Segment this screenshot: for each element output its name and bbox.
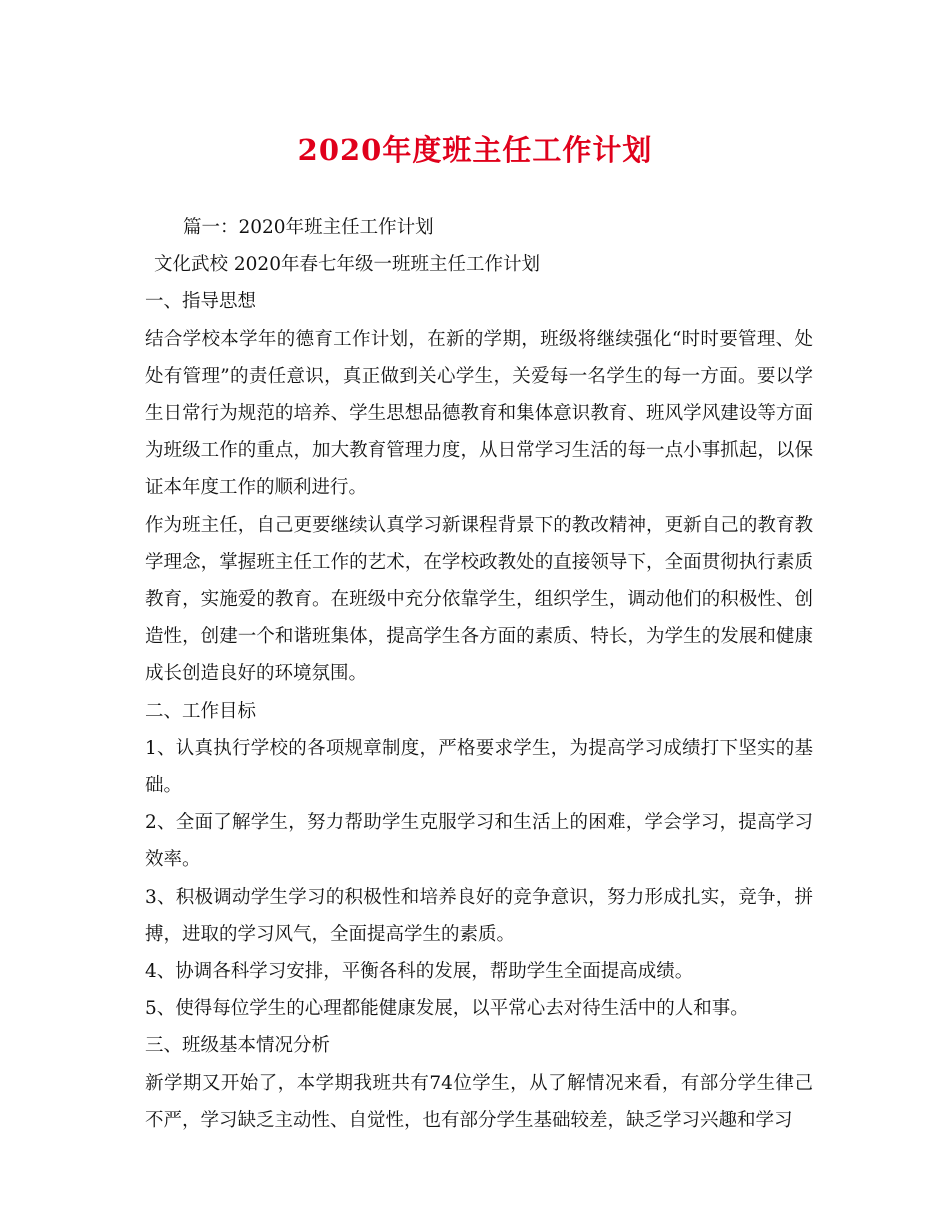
paragraph-body: 作为班主任，自己更要继续认真学习新课程背景下的教改精神，更新自己的教育教学理念，掌握班主任工作的艺术，在学校政教处的直接领导下，全面贯彻执行素质教育，实施爱的教育。在班级中充分依靠学生，组织学生，调动他们的积极性、创造性，创建一个和谐班集体，提高学生各方面的素质、特长，为学生的发展和健康成长创造良好的环境氛围。 — [145, 514, 813, 685]
list-item: 3、积极调动学生学习的积极性和培养良好的竞争意识，努力形成扎实，竞争，拼搏，进取的学习风气，全面提高学生的素质。 — [145, 886, 813, 945]
heading-guiding-ideology: 一、指导思想 — [145, 291, 257, 313]
heading-class-analysis: 三、班级基本情况分析 — [145, 1035, 331, 1057]
list-item: 1、认真执行学校的各项规章制度，严格要求学生，为提高学习成绩打下坚实的基础。 — [145, 737, 813, 797]
document-title: 2020年度班主任工作计划 — [297, 133, 653, 167]
paragraph-body: 结合学校本学年的德育工作计划，在新的学期，班级将继续强化“时时要管理、处处有管理”的责任意识，真正做到关心学生，关爱每一名学生的每一方面。要以学生日常行为规范的培养、学生思想品德教育和集体意识教育、班风学风建设等方面为班级工作的重点，加大教育管理力度，从日常学习生活的每一点小事抓起，以保证本年度工作的顺利进行。 — [145, 328, 813, 499]
list-item: 2、全面了解学生，努力帮助学生克服学习和生活上的困难，学会学习，提高学习效率。 — [145, 812, 813, 871]
heading-work-goals: 二、工作目标 — [145, 700, 257, 722]
document-body — [145, 209, 813, 1139]
list-item: 4、协调各科学习安排，平衡各科的发展，帮助学生全面提高成绩。 — [145, 961, 694, 983]
paragraph-section-heading: 篇一：2020年班主任工作计划 — [183, 217, 434, 238]
paragraph-body: 新学期又开始了，本学期我班共有74位学生，从了解情况来看，有部分学生律己不严，学习缺乏主动性、自觉性，也有部分学生基础较差，缺乏学习兴趣和学习 — [145, 1072, 813, 1131]
list-item: 5、使得每位学生的心理都能健康发展，以平常心去对待生活中的人和事。 — [145, 998, 749, 1020]
paragraph-plan-title: 文化武校 2020年春七年级一班班主任工作计划 — [154, 254, 540, 276]
